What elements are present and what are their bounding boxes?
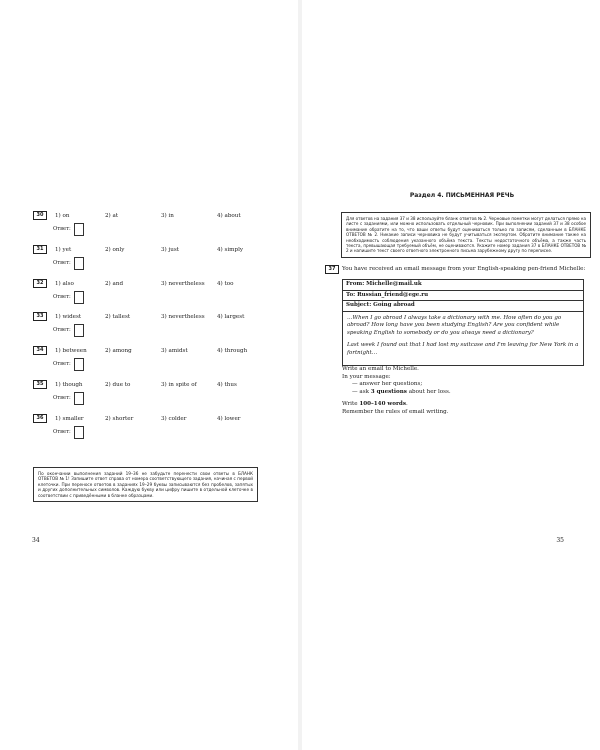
in-message-line: In your message: — [342, 373, 391, 380]
answer-option-2: 2) and — [105, 280, 124, 287]
email-subject-label: Subject: — [346, 302, 372, 308]
answer-box[interactable] — [74, 223, 84, 236]
question-33 — [33, 312, 293, 346]
answer-row — [53, 325, 71, 335]
email-from-row — [343, 280, 583, 291]
answer-row — [53, 292, 71, 302]
answer-label: Ответ: — [53, 293, 71, 300]
words-suffix: . — [405, 401, 408, 407]
writing-instruction: Для ответов на задания 37 и 38 используйте бланк ответов № 2. Черновые пометки могут делаться прямо на листе с заданиями, или можно использовать отдельный черновик. При выполнении заданий 37 и 38 особое внимание обратите на то, что ваши ответы будут оцениваться только по записям, сделанным в БЛАНКЕ ОТВЕТОВ № 2. Никакие записи черновика не будут учитываться экспертом. Обратите внимание также на необходимость соблюдения указанного объёма текста. Тексты недостаточного объёма, а также часть текста, превышающая требуемый объём, не оцениваются. Укажите номер задания 37 в БЛАНКЕ ОТВЕТОВ № 2 и напишите текст своего ответного электронного письма зарубежному другу по переписке. — [341, 212, 591, 258]
questions-list — [33, 211, 293, 448]
answer-option-3: 3) nevertheless — [161, 280, 205, 287]
answer-option-2: 2) due to — [105, 381, 131, 388]
question-34 — [33, 346, 293, 380]
answer-label: Ответ: — [53, 327, 71, 334]
question-31 — [33, 245, 293, 279]
answer-option-4: 4) largest — [217, 314, 245, 321]
right-page — [302, 0, 600, 750]
question-number-badge: 33 — [33, 312, 47, 321]
email-to-address: Russian_friend@ege.ru — [357, 291, 429, 298]
answer-label: Ответ: — [53, 226, 71, 232]
answer-label: Ответ: — [53, 259, 71, 266]
question-32 — [33, 279, 293, 313]
answer-box[interactable] — [74, 426, 84, 439]
question-36 — [33, 414, 293, 448]
answer-option-1: 1) though — [55, 381, 83, 388]
section-title: Раздел 4. ПИСЬМЕННАЯ РЕЧЬ — [409, 192, 515, 199]
answer-option-4: 4) lower — [217, 415, 241, 422]
email-message — [342, 279, 584, 366]
email-subject-row — [343, 301, 583, 312]
answer-option-1: 1) widest — [55, 314, 82, 321]
task-requirements — [342, 366, 582, 397]
question-30 — [33, 211, 293, 245]
answer-option-4: 4) simply — [217, 246, 244, 253]
remember-line: Remember the rules of email writing. — [342, 408, 449, 415]
answer-option-2: 2) only — [105, 246, 125, 253]
answer-label: Ответ: — [53, 428, 71, 435]
bullet2-prefix: — ask — [352, 389, 371, 396]
task-number-badge: 37 — [325, 265, 339, 274]
answer-label: Ответ: — [53, 394, 71, 401]
question-35 — [33, 380, 293, 414]
bullet2-bold: 3 questions — [370, 389, 407, 396]
answer-option-3: 3) nevertheless — [161, 314, 205, 321]
word-count-block — [342, 401, 582, 416]
answer-row — [53, 393, 71, 403]
answer-option-3: 3) colder — [161, 415, 187, 422]
email-paragraph-1: …When I go abroad I always take a dictionary with me. How often do you go abroad? How long have you been studying English? Are you confident while speaking English to somebody or do you always need a dictionary? — [347, 314, 562, 337]
words-bold: 100–140 words — [359, 401, 406, 407]
answer-box[interactable] — [74, 392, 84, 405]
answer-row — [53, 359, 71, 369]
email-to-label: To: — [346, 291, 356, 298]
answer-transfer-instruction: По окончании выполнения заданий 19–36 не забудьте перенести свои ответы в БЛАНК ОТВЕТОВ № 1! Запишите ответ справа от номера соответствующего задания, начиная с первой клеточки. При переносе ответов в заданиях 19–29 буквы записываются без пробелов, запятых и других дополнительных символов. Каждую букву или цифру пишите в отдельной клеточке в соответствии с приведёнными в бланке образцами. — [33, 467, 258, 502]
bullet-answer-questions: — answer her questions; — [352, 381, 423, 388]
answer-box[interactable] — [74, 291, 84, 304]
email-from-label: From: — [346, 281, 365, 287]
word-count-line — [342, 401, 582, 409]
answer-option-3: 3) in — [161, 213, 174, 219]
bullet2-suffix: about her loss. — [406, 389, 451, 396]
write-to-line: Write an email to Michelle. — [342, 366, 419, 372]
answer-box[interactable] — [74, 324, 84, 337]
answer-option-2: 2) among — [105, 348, 132, 355]
question-number-badge: 31 — [33, 245, 47, 254]
page-number-left: 34 — [32, 537, 40, 544]
page-number-right: 35 — [556, 537, 564, 544]
answer-option-1: 1) smaller — [55, 415, 84, 422]
answer-option-4: 4) about — [217, 213, 241, 219]
question-number-badge: 35 — [33, 380, 47, 389]
answer-box[interactable] — [74, 358, 84, 371]
answer-option-2: 2) tallest — [105, 314, 131, 321]
answer-option-1: 1) also — [55, 280, 74, 287]
email-from-address: Michelle@mail.uk — [366, 281, 422, 287]
answer-option-2: 2) shorter — [105, 415, 134, 422]
email-paragraph-2: Last week I found out that I had lost my suitcase and I'm leaving for New York in a fortnight… — [347, 341, 579, 356]
question-number-badge: 32 — [33, 279, 47, 288]
answer-option-1: 1) yet — [55, 246, 72, 253]
answer-option-4: 4) too — [217, 280, 234, 287]
answer-label: Ответ: — [53, 361, 71, 368]
question-number-badge: 34 — [33, 346, 47, 355]
email-body — [343, 312, 583, 366]
answer-option-3: 3) in spite of — [161, 381, 197, 388]
left-page — [0, 0, 298, 750]
answer-option-1: 1) on — [55, 213, 70, 219]
answer-option-4: 4) through — [217, 348, 248, 355]
question-number-badge: 36 — [33, 414, 47, 423]
answer-row — [53, 258, 71, 268]
answer-option-1: 1) between — [55, 348, 87, 355]
task-prompt: You have received an email message from your English-speaking pen-friend Michelle: — [342, 266, 586, 272]
words-prefix: Write — [342, 401, 360, 407]
answer-option-4: 4) thus — [217, 381, 237, 388]
answer-option-3: 3) just — [161, 246, 179, 253]
answer-row — [53, 427, 71, 437]
answer-row — [53, 224, 71, 234]
email-subject: Going abroad — [373, 302, 415, 308]
answer-option-2: 2) at — [105, 213, 119, 219]
question-number-badge: 30 — [33, 211, 47, 220]
email-to-row — [343, 291, 583, 302]
answer-option-3: 3) amidst — [161, 348, 188, 355]
bullet-ask-questions — [342, 389, 582, 397]
answer-box[interactable] — [74, 257, 84, 270]
